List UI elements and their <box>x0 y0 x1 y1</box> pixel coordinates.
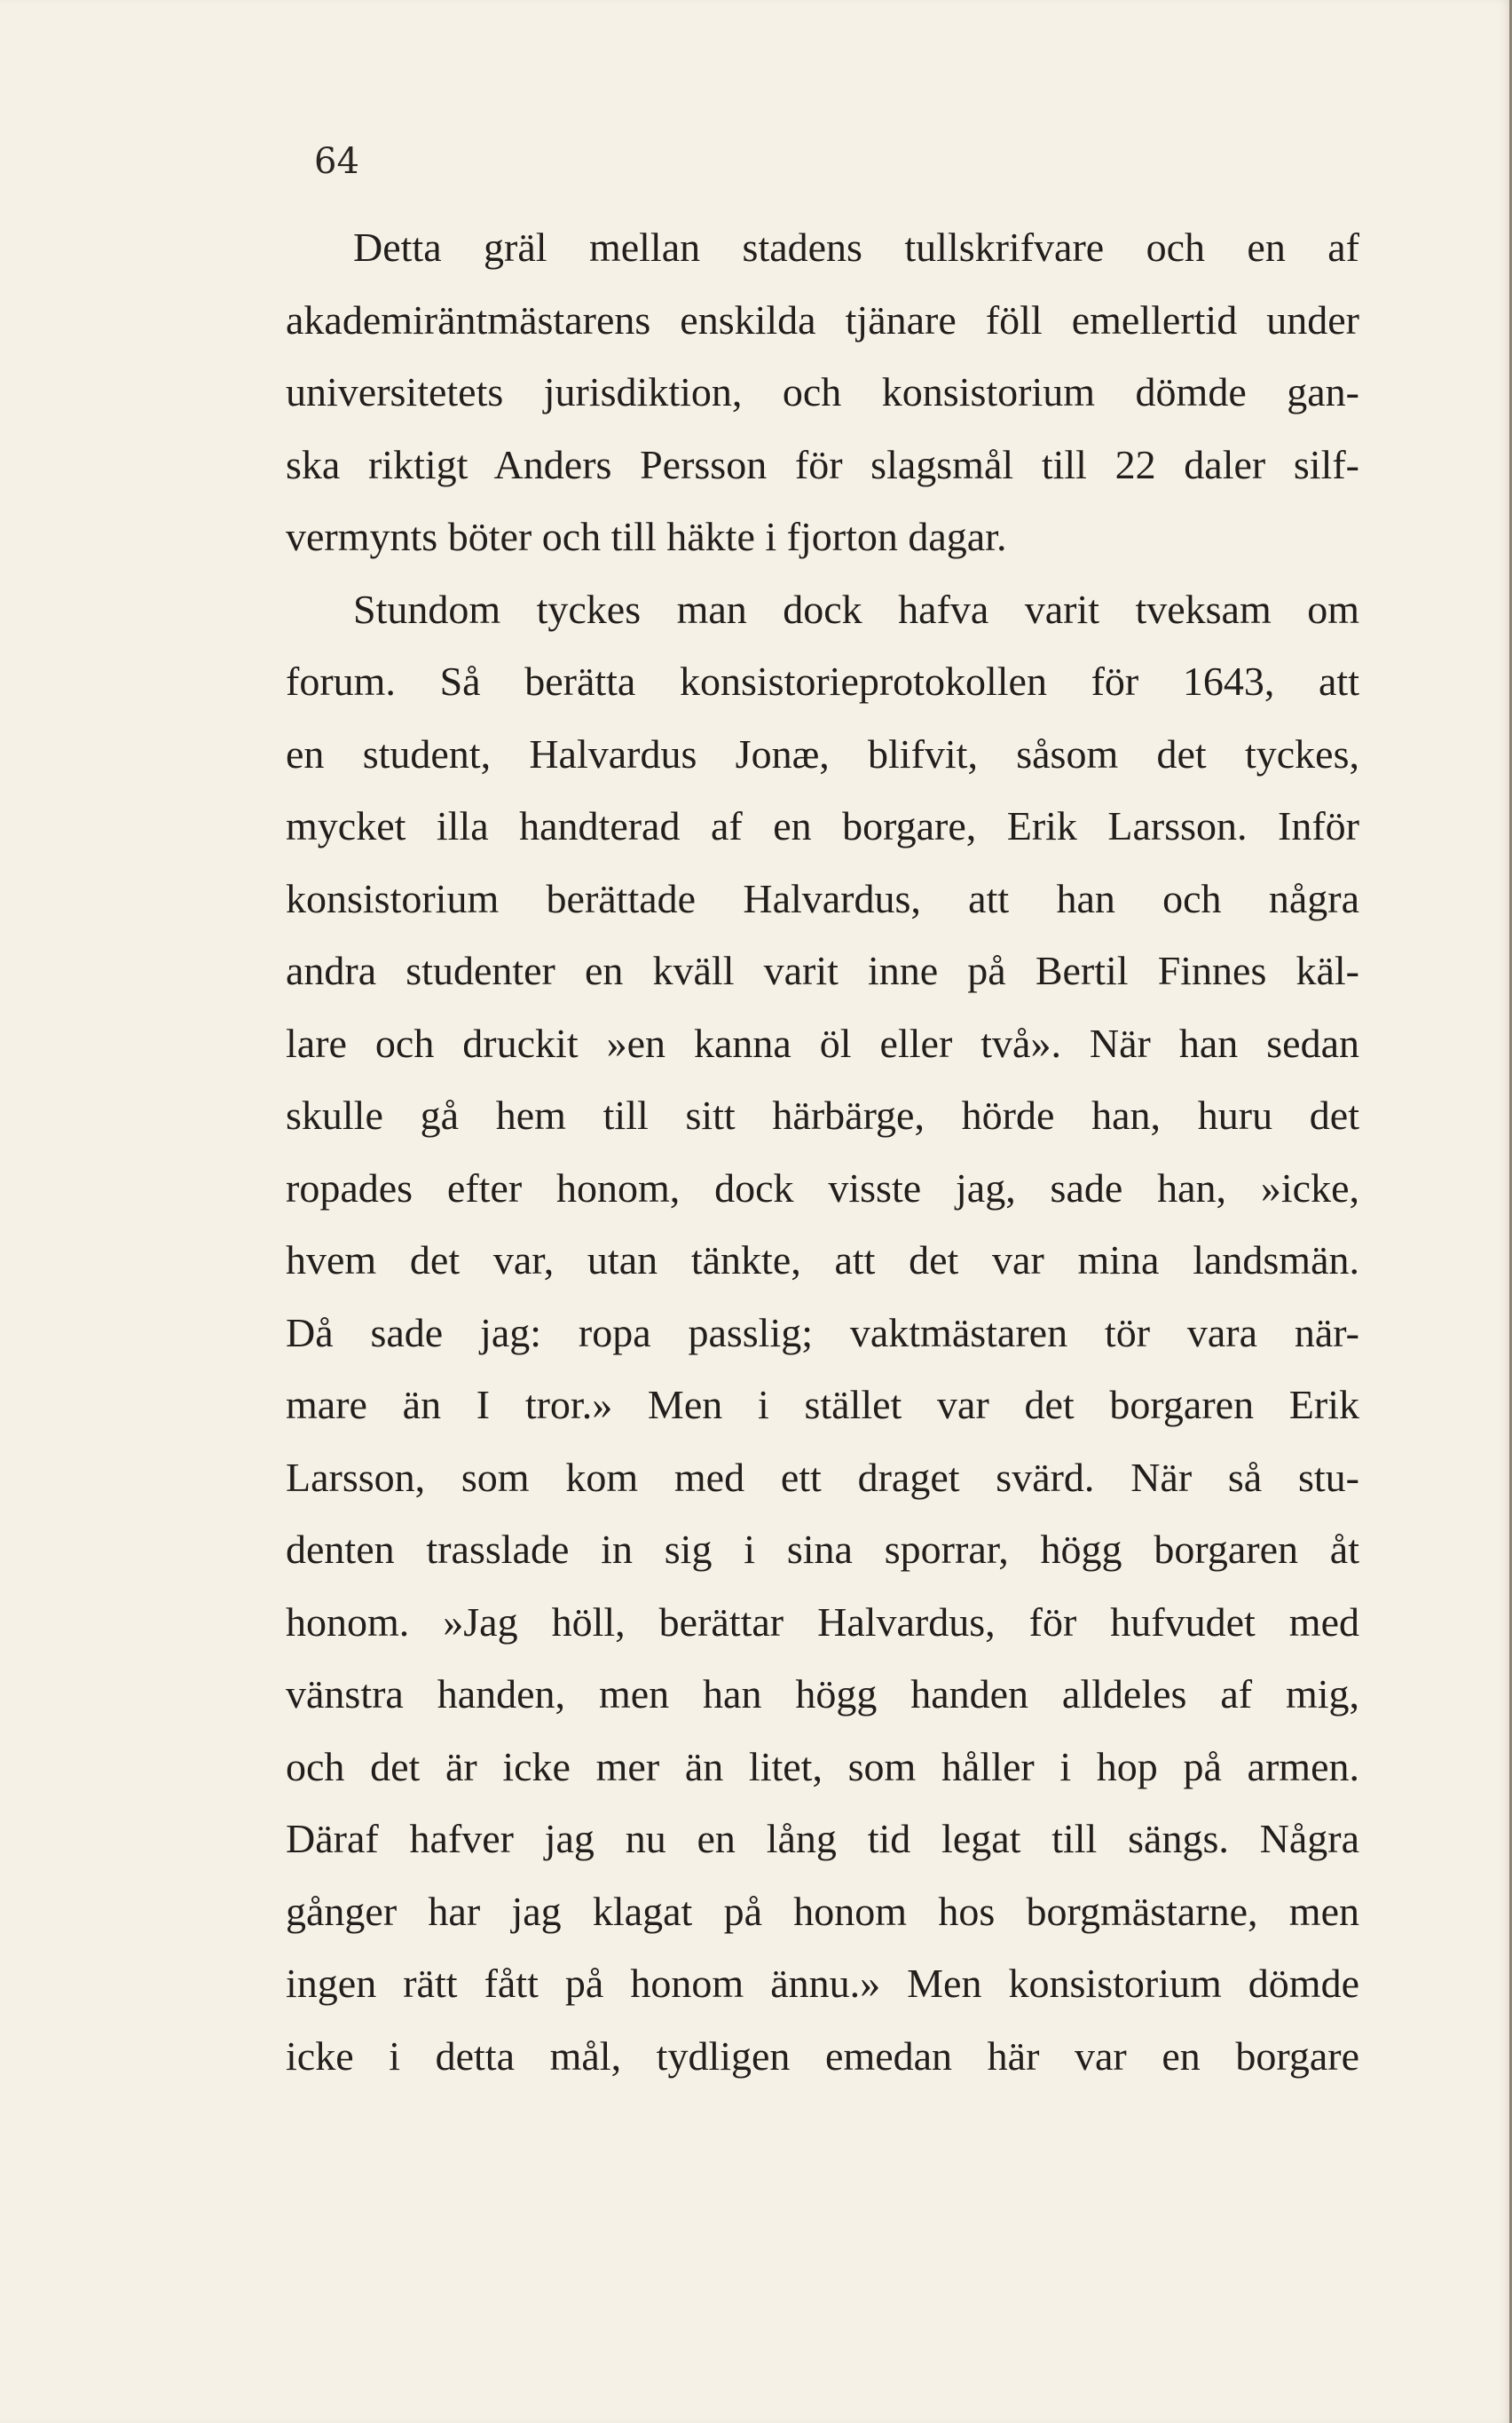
text-line: Detta gräl mellan stadens tullskrifvare och en af <box>353 225 1359 270</box>
text-line: Då sade jag: ropa passlig; vaktmästaren tör vara när- <box>286 1309 1359 1355</box>
text-line: mare än I tror.» Men i stället var det borgaren Erik <box>286 1382 1359 1427</box>
text-line: denten trasslade in sig i sina sporrar, högg borgaren åt <box>286 1527 1359 1572</box>
text-line: hvem det var, utan tänkte, att det var mina landsmän. <box>286 1237 1359 1283</box>
text-line: mycket illa handterad af en borgare, Erik Larsson. Inför <box>286 803 1359 848</box>
text-line: lare och druckit »en kanna öl eller två». När han sedan <box>286 1020 1359 1066</box>
text-line: skulle gå hem till sitt härbärge, hörde han, huru det <box>286 1093 1359 1138</box>
text-line: Däraf hafver jag nu en lång tid legat till sängs. Några <box>286 1816 1359 1861</box>
text-line: ropades efter honom, dock visste jag, sade han, »icke, <box>286 1164 1359 1211</box>
page-number: 64 <box>314 141 359 182</box>
text-line: konsistorium berättade Halvardus, att han och några <box>286 875 1359 921</box>
text-line: gånger har jag klagat på honom hos borgmästarne, men <box>286 1888 1359 1934</box>
text-line: vermynts böter och till häkte i fjorton dagar. <box>286 514 1007 559</box>
text-line: Larsson, som kom med ett draget svärd. När så stu- <box>286 1454 1359 1500</box>
text-line: Stundom tyckes man dock hafva varit tveksam om <box>353 586 1359 632</box>
text-line: universitetets jurisdiktion, och konsistorium dömde gan- <box>286 369 1359 414</box>
text-line: honom. »Jag höll, berättar Halvardus, för hufvudet med <box>286 1598 1359 1645</box>
text-line: ska riktigt Anders Persson för slagsmål till 22 daler silf- <box>286 441 1359 487</box>
text-line: forum. Så berätta konsistorieprotokollen för 1643, att <box>286 659 1359 704</box>
text-line: och det är icke mer än litet, som håller i hop på armen. <box>286 1743 1359 1789</box>
text-line: andra studenter en kväll varit inne på Bertil Finnes käl- <box>286 948 1359 993</box>
body-text <box>286 211 1359 2092</box>
text-line: en student, Halvardus Jonæ, blifvit, såsom det tyckes, <box>286 730 1359 777</box>
text-line: vänstra handen, men han högg handen alldeles af mig, <box>286 1671 1359 1717</box>
text-line: icke i detta mål, tydligen emedan här var en borgare <box>286 2032 1359 2079</box>
text-line: akademiräntmästarens enskilda tjänare föll emellertid under <box>286 296 1359 343</box>
text-line: ingen rätt fått på honom ännu.» Men konsistorium dömde <box>286 1961 1359 2006</box>
